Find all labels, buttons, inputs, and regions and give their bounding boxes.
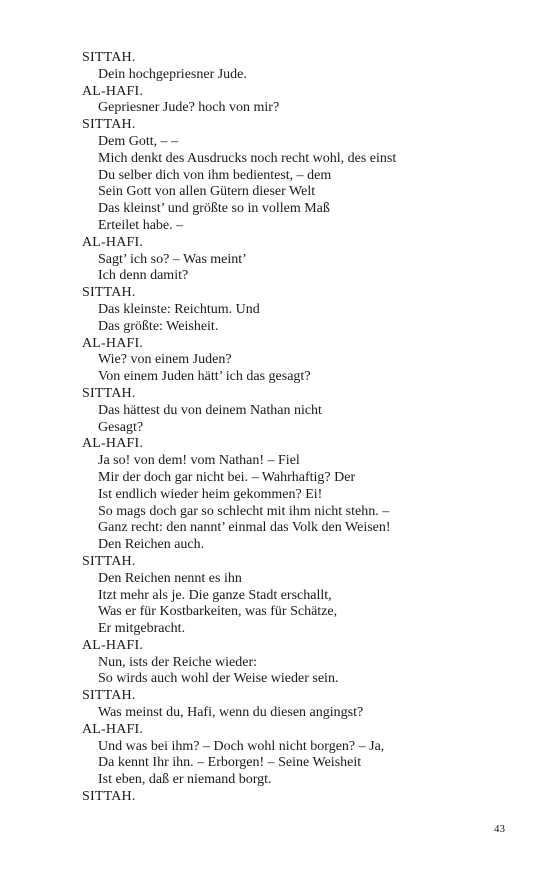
verse-line: Itzt mehr als je. Die ganze Stadt erschallt, [98, 587, 332, 603]
verse-line: Das kleinste: Reichtum. Und [98, 301, 260, 317]
verse-line: Du selber dich von ihm bedientest, – dem [98, 167, 332, 183]
speaker-name: SITTAH. [82, 50, 136, 65]
speaker-name: AL-HAFI. [82, 335, 144, 351]
speaker-name: SITTAH. [82, 117, 136, 133]
verse-line: Den Reichen nennt es ihn [98, 570, 242, 586]
verse-line: So wirds auch wohl der Weise wieder sein. [98, 671, 339, 687]
verse-line: Dem Gott, – – [98, 133, 179, 149]
page-number: 43 [494, 823, 505, 835]
verse-line: Ganz recht: den nannt’ einmal das Volk den Weisen! [98, 520, 391, 536]
verse-line: Nun, ists der Reiche wieder: [98, 654, 258, 670]
verse-line: Sein Gott von allen Gütern dieser Welt [98, 184, 316, 200]
verse-line: Ist endlich wieder heim gekommen? Ei! [98, 486, 323, 502]
speaker-name: SITTAH. [82, 385, 136, 401]
verse-line: Ich denn damit? [98, 268, 189, 284]
speaker-name: SITTAH. [82, 285, 136, 301]
verse-line: Mir der doch gar nicht bei. – Wahrhaftig? Der [98, 469, 356, 485]
verse-line: Wie? von einem Juden? [98, 352, 232, 368]
speaker-name: AL-HAFI. [82, 721, 144, 737]
speaker-name: SITTAH. [82, 553, 136, 569]
speaker-name: AL-HAFI. [82, 436, 144, 452]
verse-line: Gepriesner Jude? hoch von mir? [98, 100, 280, 116]
speaker-name: AL-HAFI. [82, 83, 144, 99]
verse-line: Da kennt Ihr ihn. – Erborgen! – Seine Weisheit [98, 755, 362, 771]
verse-line: Das hättest du von deinem Nathan nicht [98, 402, 322, 418]
verse-line: Mich denkt des Ausdrucks noch recht wohl, des einst [98, 150, 397, 166]
verse-line: Gesagt? [98, 419, 144, 435]
verse-line: Das kleinst’ und größte so in vollem Maß [98, 201, 330, 217]
verse-line: Den Reichen auch. [98, 537, 205, 553]
dialogue-text [82, 50, 522, 806]
speaker-name: AL-HAFI. [82, 637, 144, 653]
verse-line: So mags doch gar so schlecht mit ihm nicht stehn. – [98, 503, 390, 519]
verse-line: Was er für Kostbarkeiten, was für Schätze, [98, 604, 338, 620]
verse-line: Sagt’ ich so? – Was meint’ [98, 251, 247, 267]
verse-line: Erteilet habe. – [98, 217, 184, 233]
verse-line: Von einem Juden hätt’ ich das gesagt? [98, 369, 311, 385]
verse-line: Ja so! von dem! vom Nathan! – Fiel [98, 453, 300, 469]
speaker-name: SITTAH. [82, 789, 136, 805]
verse-line: Ist eben, daß er niemand borgt. [98, 772, 272, 788]
verse-line: Was meinst du, Hafi, wenn du diesen angingst? [98, 705, 364, 721]
speaker-name: SITTAH. [82, 688, 136, 704]
verse-line: Dein hochgepriesner Jude. [98, 66, 247, 82]
verse-line: Er mitgebracht. [98, 621, 186, 637]
verse-line: Das größte: Weisheit. [98, 318, 219, 334]
verse-line: Und was bei ihm? – Doch wohl nicht borgen? – Ja, [98, 738, 385, 754]
speaker-name: AL-HAFI. [82, 234, 144, 250]
